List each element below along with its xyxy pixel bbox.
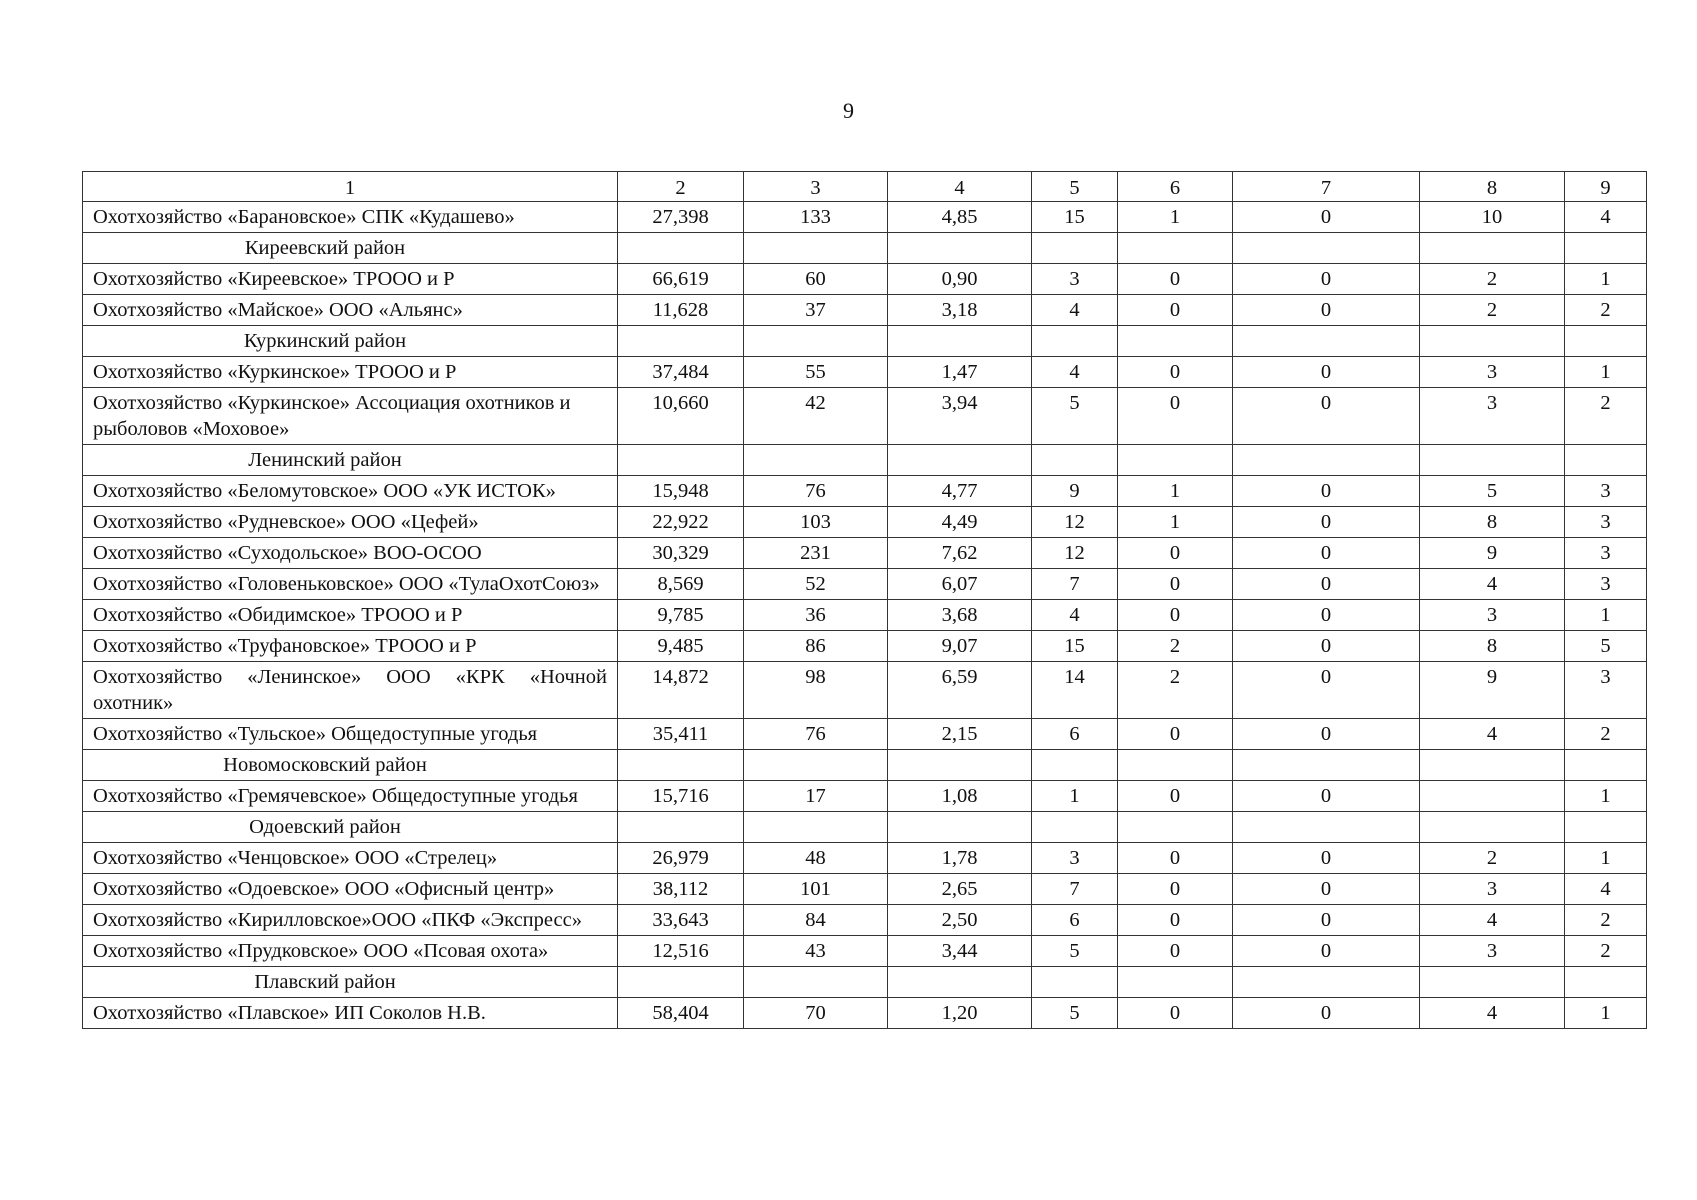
hunting-ground-name: Охотхозяйство «Кирилловское»ООО «ПКФ «Экспресс» [83,905,618,936]
table-row [83,936,1647,967]
cell-value: 5 [1565,631,1647,662]
table-row [83,569,1647,600]
table-row [83,719,1647,750]
table-row [83,874,1647,905]
cell-value [1565,326,1647,357]
cell-value: 12,516 [618,936,744,967]
cell-value: 0 [1118,295,1233,326]
cell-value [1118,750,1233,781]
hunting-ground-name: Охотхозяйство «Беломутовское» ООО «УК ИСТОК» [83,476,618,507]
column-header: 4 [888,172,1032,202]
hunting-ground-name: Охотхозяйство «Тульское» Общедоступные угодья [83,719,618,750]
cell-value: 9 [1420,662,1565,719]
cell-value: 0 [1233,600,1420,631]
column-header: 7 [1233,172,1420,202]
cell-value [1233,967,1420,998]
cell-value: 8 [1420,631,1565,662]
table-row [83,631,1647,662]
cell-value [1032,445,1118,476]
cell-value: 0 [1233,388,1420,445]
cell-value: 14 [1032,662,1118,719]
cell-value: 101 [744,874,888,905]
cell-value: 15 [1032,202,1118,233]
cell-value: 12 [1032,538,1118,569]
cell-value: 22,922 [618,507,744,538]
column-header: 1 [83,172,618,202]
cell-value: 37 [744,295,888,326]
cell-value [888,967,1032,998]
cell-value: 3 [1565,538,1647,569]
cell-value: 0 [1233,936,1420,967]
cell-value [888,233,1032,264]
cell-value: 98 [744,662,888,719]
cell-value: 8,569 [618,569,744,600]
cell-value: 2 [1565,295,1647,326]
table-row [83,264,1647,295]
column-header: 2 [618,172,744,202]
cell-value: 0 [1233,202,1420,233]
cell-value: 4 [1420,719,1565,750]
cell-value [744,967,888,998]
column-header: 8 [1420,172,1565,202]
hunting-ground-name: Охотхозяйство «Куркинское» ТРООО и Р [83,357,618,388]
cell-value: 1 [1565,600,1647,631]
cell-value: 26,979 [618,843,744,874]
cell-value: 0 [1118,843,1233,874]
cell-value: 0 [1233,843,1420,874]
cell-value: 133 [744,202,888,233]
cell-value: 4 [1420,905,1565,936]
cell-value: 0 [1233,905,1420,936]
cell-value: 3 [1032,843,1118,874]
cell-value: 2 [1118,662,1233,719]
cell-value: 43 [744,936,888,967]
cell-value: 7 [1032,874,1118,905]
cell-value: 1 [1565,781,1647,812]
cell-value: 2 [1420,264,1565,295]
cell-value [1420,326,1565,357]
cell-value: 2 [1565,936,1647,967]
cell-value: 0 [1118,998,1233,1029]
hunting-ground-name: Охотхозяйство «Головеньковское» ООО «ТулаОхотСоюз» [83,569,618,600]
cell-value: 55 [744,357,888,388]
cell-value: 4,77 [888,476,1032,507]
hunting-ground-name: Охотхозяйство «Прудковское» ООО «Псовая охота» [83,936,618,967]
cell-value [1032,326,1118,357]
table-row [83,357,1647,388]
cell-value: 3 [1420,936,1565,967]
cell-value [1233,750,1420,781]
cell-value [1565,445,1647,476]
cell-value: 1 [1565,998,1647,1029]
cell-value: 5 [1032,998,1118,1029]
cell-value [1565,967,1647,998]
cell-value: 66,619 [618,264,744,295]
district-name: Киреевский район [83,233,618,264]
cell-value [1420,445,1565,476]
cell-value: 3,94 [888,388,1032,445]
cell-value: 0 [1233,719,1420,750]
column-header: 5 [1032,172,1118,202]
cell-value: 6 [1032,905,1118,936]
cell-value: 3 [1565,569,1647,600]
cell-value: 2 [1118,631,1233,662]
cell-value [1032,967,1118,998]
cell-value: 4,85 [888,202,1032,233]
cell-value: 9 [1420,538,1565,569]
table-row [83,507,1647,538]
cell-value [1233,233,1420,264]
cell-value [888,750,1032,781]
cell-value: 0 [1118,264,1233,295]
cell-value: 4 [1565,874,1647,905]
cell-value: 3,68 [888,600,1032,631]
cell-value: 1 [1565,264,1647,295]
district-row [83,812,1647,843]
cell-value [1118,445,1233,476]
hunting-ground-name: Охотхозяйство «Плавское» ИП Соколов Н.В. [83,998,618,1029]
cell-value: 0 [1233,569,1420,600]
cell-value: 0 [1118,538,1233,569]
cell-value: 231 [744,538,888,569]
cell-value: 2 [1420,843,1565,874]
cell-value: 4 [1420,569,1565,600]
cell-value: 0 [1233,781,1420,812]
cell-value: 48 [744,843,888,874]
cell-value: 1,20 [888,998,1032,1029]
cell-value: 3 [1420,600,1565,631]
table-row [83,781,1647,812]
cell-value: 9,785 [618,600,744,631]
cell-value: 76 [744,719,888,750]
cell-value [1118,233,1233,264]
cell-value: 1 [1032,781,1118,812]
cell-value [1118,967,1233,998]
hunting-ground-name: Охотхозяйство «Обидимское» ТРООО и Р [83,600,618,631]
cell-value: 1,08 [888,781,1032,812]
cell-value: 15,948 [618,476,744,507]
cell-value: 27,398 [618,202,744,233]
cell-value [744,445,888,476]
hunting-ground-name: Охотхозяйство «Майское» ООО «Альянс» [83,295,618,326]
cell-value [744,812,888,843]
district-name: Новомосковский район [83,750,618,781]
district-name: Одоевский район [83,812,618,843]
district-name: Куркинский район [83,326,618,357]
cell-value: 60 [744,264,888,295]
hunting-ground-name: Охотхозяйство «Одоевское» ООО «Офисный центр» [83,874,618,905]
cell-value: 5 [1420,476,1565,507]
cell-value: 11,628 [618,295,744,326]
cell-value: 2,65 [888,874,1032,905]
hunting-ground-name: Охотхозяйство «Барановское» СПК «Кудашево» [83,202,618,233]
hunting-ground-name: Охотхозяйство «Куркинское» Ассоциация охотников и рыболовов «Моховое» [83,388,618,445]
cell-value: 0 [1233,476,1420,507]
cell-value: 52 [744,569,888,600]
cell-value: 0 [1118,388,1233,445]
cell-value [618,967,744,998]
cell-value: 4 [1032,295,1118,326]
cell-value: 86 [744,631,888,662]
cell-value [1233,445,1420,476]
cell-value: 0 [1118,600,1233,631]
cell-value: 4 [1032,600,1118,631]
cell-value: 36 [744,600,888,631]
cell-value: 17 [744,781,888,812]
cell-value: 9 [1032,476,1118,507]
table-row [83,905,1647,936]
cell-value [1565,812,1647,843]
cell-value [1420,233,1565,264]
cell-value: 42 [744,388,888,445]
cell-value: 2,15 [888,719,1032,750]
cell-value: 3 [1420,357,1565,388]
cell-value: 6,07 [888,569,1032,600]
cell-value [888,326,1032,357]
table-row [83,998,1647,1029]
cell-value: 0 [1118,719,1233,750]
table-row [83,388,1647,445]
cell-value: 1,47 [888,357,1032,388]
cell-value [618,445,744,476]
cell-value: 1 [1565,357,1647,388]
district-name: Плавский район [83,967,618,998]
cell-value [618,233,744,264]
cell-value: 0 [1233,998,1420,1029]
cell-value [618,812,744,843]
column-header: 6 [1118,172,1233,202]
cell-value [888,445,1032,476]
table-header-row [83,172,1647,202]
cell-value: 2 [1565,905,1647,936]
table-row [83,295,1647,326]
cell-value: 15 [1032,631,1118,662]
table-row [83,662,1647,719]
table-body [83,172,1647,1029]
cell-value: 14,872 [618,662,744,719]
cell-value: 103 [744,507,888,538]
cell-value: 0 [1233,874,1420,905]
cell-value [888,812,1032,843]
cell-value [1032,750,1118,781]
cell-value: 3 [1420,388,1565,445]
cell-value [744,326,888,357]
hunting-ground-name: Охотхозяйство «Гремячевское» Общедоступные угодья [83,781,618,812]
cell-value: 4 [1032,357,1118,388]
district-name: Ленинский район [83,445,618,476]
cell-value: 1 [1118,476,1233,507]
cell-value [1032,812,1118,843]
cell-value: 9,07 [888,631,1032,662]
cell-value: 58,404 [618,998,744,1029]
cell-value: 3 [1565,507,1647,538]
cell-value: 3,18 [888,295,1032,326]
cell-value: 0 [1118,357,1233,388]
cell-value: 0 [1233,662,1420,719]
cell-value: 3 [1032,264,1118,295]
cell-value: 0 [1233,357,1420,388]
table-row [83,476,1647,507]
cell-value: 33,643 [618,905,744,936]
cell-value: 38,112 [618,874,744,905]
cell-value [618,750,744,781]
cell-value: 1 [1118,507,1233,538]
cell-value: 2,50 [888,905,1032,936]
cell-value [1118,326,1233,357]
cell-value [744,750,888,781]
cell-value: 1 [1118,202,1233,233]
cell-value: 0 [1118,905,1233,936]
cell-value: 12 [1032,507,1118,538]
cell-value [618,326,744,357]
cell-value: 4 [1565,202,1647,233]
cell-value: 76 [744,476,888,507]
cell-value: 7,62 [888,538,1032,569]
cell-value: 0,90 [888,264,1032,295]
cell-value: 1 [1565,843,1647,874]
table-row [83,202,1647,233]
cell-value: 0 [1118,781,1233,812]
district-row [83,967,1647,998]
cell-value [1420,967,1565,998]
cell-value: 2 [1420,295,1565,326]
cell-value: 0 [1233,631,1420,662]
column-header: 3 [744,172,888,202]
cell-value: 2 [1565,388,1647,445]
cell-value: 3 [1565,476,1647,507]
cell-value: 4,49 [888,507,1032,538]
cell-value [1233,326,1420,357]
cell-value: 3 [1565,662,1647,719]
hunting-ground-name: Охотхозяйство «Ченцовское» ООО «Стрелец» [83,843,618,874]
cell-value [1420,781,1565,812]
hunting-grounds-table [82,171,1647,1029]
cell-value: 7 [1032,569,1118,600]
cell-value [1420,750,1565,781]
cell-value: 0 [1233,538,1420,569]
cell-value: 0 [1118,569,1233,600]
cell-value: 3,44 [888,936,1032,967]
hunting-ground-name: Охотхозяйство «Суходольское» ВОО-ОСОО [83,538,618,569]
cell-value: 6,59 [888,662,1032,719]
table-row [83,600,1647,631]
cell-value: 5 [1032,388,1118,445]
cell-value: 4 [1420,998,1565,1029]
cell-value: 10 [1420,202,1565,233]
column-header: 9 [1565,172,1647,202]
cell-value: 0 [1233,507,1420,538]
district-row [83,445,1647,476]
cell-value [1233,812,1420,843]
table-row [83,843,1647,874]
district-row [83,326,1647,357]
cell-value: 15,716 [618,781,744,812]
cell-value: 37,484 [618,357,744,388]
cell-value: 84 [744,905,888,936]
cell-value: 0 [1233,295,1420,326]
cell-value [1118,812,1233,843]
cell-value: 5 [1032,936,1118,967]
cell-value: 6 [1032,719,1118,750]
cell-value: 35,411 [618,719,744,750]
hunting-ground-name: Охотхозяйство «Рудневское» ООО «Цефей» [83,507,618,538]
cell-value: 70 [744,998,888,1029]
page-number: 9 [843,98,854,123]
district-row [83,233,1647,264]
cell-value [1565,750,1647,781]
hunting-ground-name: Охотхозяйство «Ленинское» ООО «КРК «Ночной охотник» [83,662,618,719]
cell-value: 1,78 [888,843,1032,874]
cell-value: 0 [1233,264,1420,295]
cell-value [1420,812,1565,843]
cell-value [1565,233,1647,264]
cell-value: 9,485 [618,631,744,662]
hunting-ground-name: Охотхозяйство «Киреевское» ТРООО и Р [83,264,618,295]
cell-value: 10,660 [618,388,744,445]
cell-value: 2 [1565,719,1647,750]
cell-value: 0 [1118,874,1233,905]
cell-value [744,233,888,264]
cell-value: 8 [1420,507,1565,538]
cell-value: 0 [1118,936,1233,967]
district-row [83,750,1647,781]
table-row [83,538,1647,569]
cell-value [1032,233,1118,264]
cell-value: 30,329 [618,538,744,569]
hunting-ground-name: Охотхозяйство «Труфановское» ТРООО и Р [83,631,618,662]
cell-value: 3 [1420,874,1565,905]
